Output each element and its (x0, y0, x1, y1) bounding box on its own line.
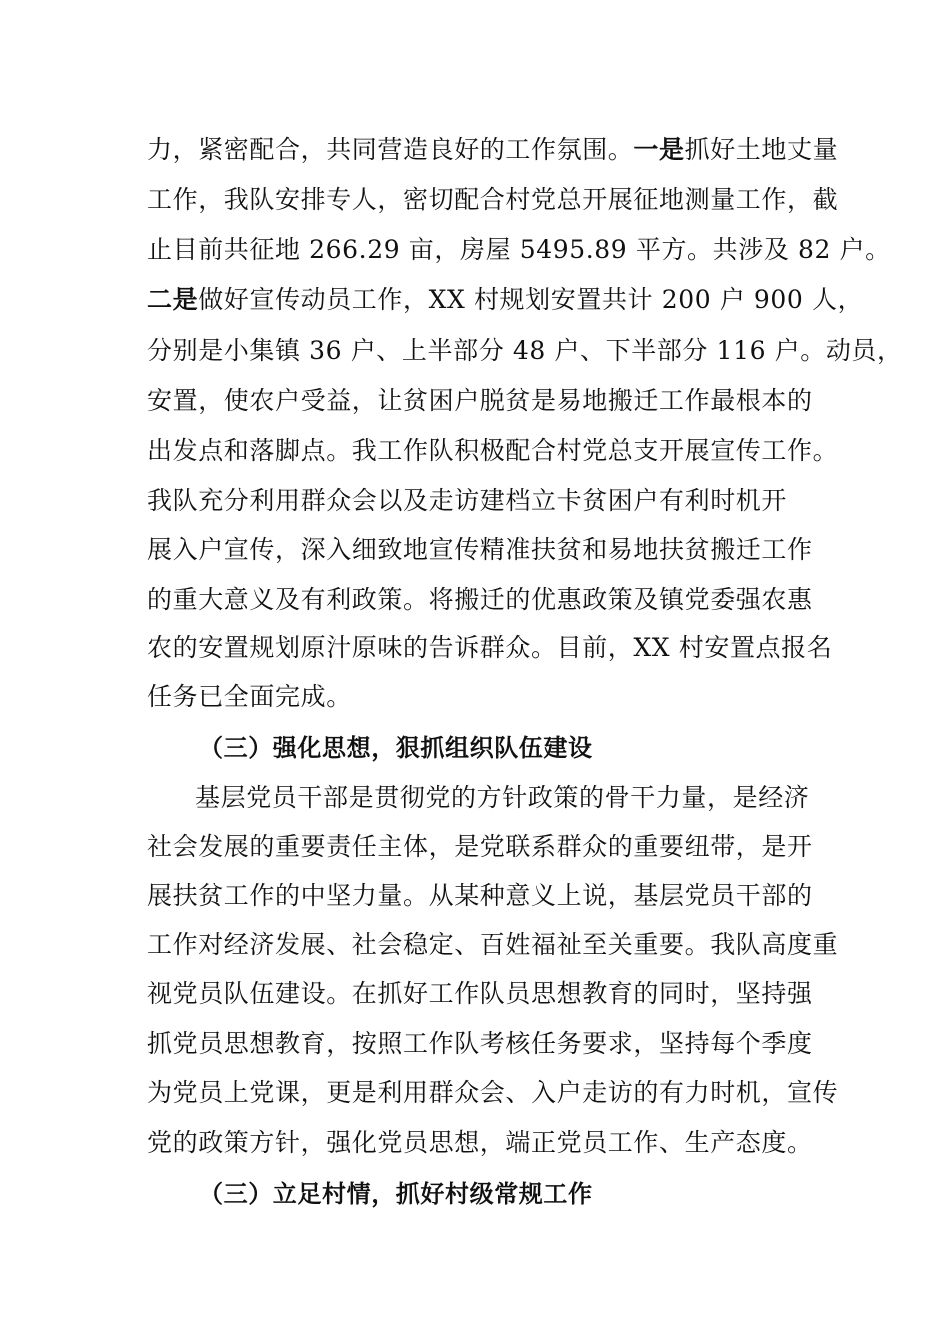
text-run: 力，紧密配合，共同营造良好的工作氛围。 (147, 135, 634, 164)
paragraph-line: 为党员上党课，更是利用群众会、入户走访的有力时机，宣传 (147, 1078, 839, 1107)
emphasis-label: 一是 (633, 135, 685, 164)
section-heading: （三）强化思想，狠抓组织队伍建设 (199, 734, 593, 762)
paragraph-line: 展入户宣传，深入细致地宣传精准扶贫和易地扶贫搬迁工作 (147, 535, 813, 564)
paragraph-line: 任务已全面完成。 (147, 682, 352, 711)
paragraph-line: 安置，使农户受益，让贫困户脱贫是易地搬迁工作最根本的 (147, 386, 813, 415)
paragraph-line: 工作，我队安排专人，密切配合村党总开展征地测量工作，截 (147, 185, 839, 214)
paragraph-line: 农的安置规划原汁原味的告诉群众。目前，XX 村安置点报名 (147, 633, 833, 662)
paragraph-line (147, 130, 837, 170)
paragraph-line: 出发点和落脚点。我工作队积极配合村党总支开展宣传工作。 (147, 436, 839, 465)
emphasis-label: 二是 (147, 285, 199, 314)
paragraph-line: 我队充分利用群众会以及走访建档立卡贫困户有利时机开 (147, 486, 788, 515)
paragraph-line: 分别是小集镇 36 户、上半部分 48 户、下半部分 116 户。动员， (147, 336, 903, 365)
paragraph-line: 抓党员思想教育，按照工作队考核任务要求，坚持每个季度 (147, 1029, 813, 1058)
text-run: 做好宣传动员工作，XX 村规划安置共计 200 户 900 人， (198, 285, 864, 314)
text-run: 抓好土地丈量 (684, 135, 839, 164)
paragraph-line: 工作对经济发展、社会稳定、百姓福祉至关重要。我队高度重 (147, 930, 839, 959)
paragraph-line: 止目前共征地 266.29 亩，房屋 5495.89 平方。共涉及 82 户。 (147, 235, 891, 264)
paragraph-line: 的重大意义及有利政策。将搬迁的优惠政策及镇党委强农惠 (147, 585, 813, 614)
paragraph-line: 基层党员干部是贯彻党的方针政策的骨干力量，是经济 (195, 783, 810, 812)
paragraph-line: 党的政策方针，强化党员思想，端正党员工作、生产态度。 (147, 1128, 813, 1157)
paragraph-line (147, 280, 864, 320)
paragraph-line: 社会发展的重要责任主体，是党联系群众的重要纽带，是开 (147, 832, 813, 861)
paragraph-line: 展扶贫工作的中坚力量。从某种意义上说，基层党员干部的 (147, 881, 813, 910)
paragraph-line: 视党员队伍建设。在抓好工作队员思想教育的同时，坚持强 (147, 979, 813, 1008)
section-heading: （三）立足村情，抓好村级常规工作 (199, 1180, 593, 1208)
